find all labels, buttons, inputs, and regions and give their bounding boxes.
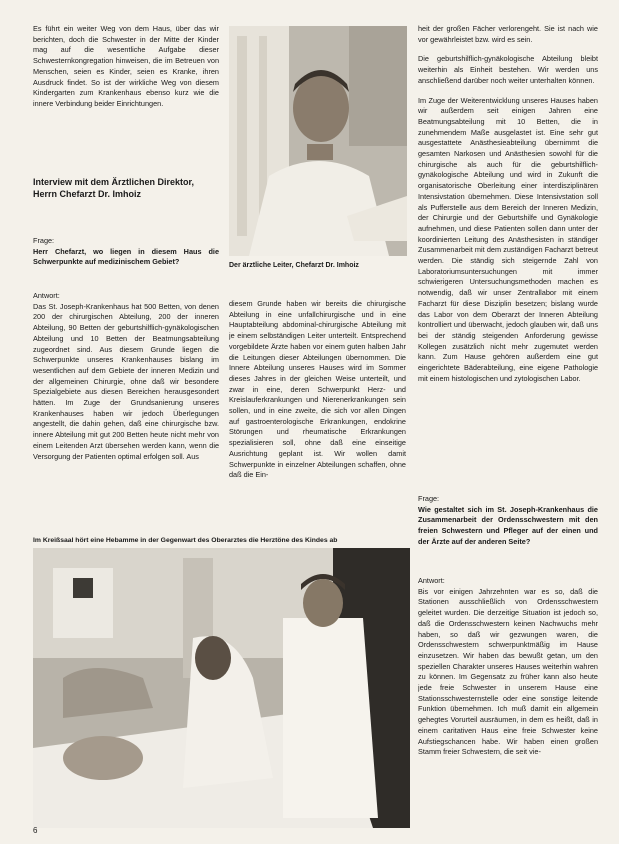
- page-number: 6: [33, 826, 38, 835]
- ward-photo: [33, 548, 410, 828]
- question-2-label: Frage:: [418, 494, 440, 503]
- ward-scene-image: [33, 548, 410, 828]
- answer-1-col1-text: Das St. Joseph-Krankenhaus hat 500 Betten, von denen 200 der chirurgischen Abteilung, 200 der inneren Abteilung, 90 Betten der geburtshilflich-gynäkologischen Abteilung und 10 Betten der Beatmungsabteilung zugeordnet sind. Aus diesem Grunde liegen die Schwerpunkte unseres Krankenhauses bislang im wesentlichen auf dem Gebiete der inneren Medizin und der allgemeinen Chirurgie, ohne daß wir besondere Spezialgebiete aus diesen Bereichen herausgesondert hätten. Im Zuge der Grundsanierung unseres Krankenhauses haben wir jedoch Überlegungen angestellt, die dahin gehen, daß eine chirurgische bzw. innere Abteilung mit gut 200 Betten heute nicht mehr von einem Leitenden Arzt übersehen werden kann, wenn die Versorgung der Patienten optimal erfolgen soll. Aus: [33, 301, 219, 461]
- question-1: [33, 236, 219, 282]
- col3-paragraph-3: Im Zuge der Weiterentwicklung unseres Hauses haben wir außerdem seit einigen Jahren eine Beatmungsabteilung mit 10 Betten, die in zunehmendem Maße ausgelastet ist. Eine sehr gut ausgestattete Anästhesieabteilung übernimmt die gesamten Narkosen und Anästhesien sowohl für die chirurgische als auch für die geburtshilflich-gynäkologische Abteilung und wird in Zukunft die organisatorische Oberleitung einer interdisziplinären Intensivstation übernehmen. Diese Intensivstation soll als Pufferstelle aus dem Bereich der Inneren Medizin, der Chirurgie und der Geburtshilfe und Gynäkologie aufnehmen, und diese Patienten sollen dann unter der koordinierten Leitung des Anästhesisten in ständiger Zusammenarbeit mit dem zuständigen Facharzt betreut werden. Die ständig sich steigernde Zahl von Laboratoriumsuntersuchungen mit immer schwierigeren Untersuchungsmethoden machen es notwendig, daß wir unser Zentrallabor mit einem Facharzt für diese Disziplin besetzen; bislang wurde das Labor von dem Oberarzt der Inneren Abteilung kontrolliert und überwacht, jedoch glauben wir, daß uns bei der ständig steigenden Anforderung gewisse Kollegen zusätzlich nicht mehr zugemutet werden kann. Zum Hause gehören außerdem eine gut eingerichtete Bäderabteilung, eine eigene Pathologie mit einem histologischen und zytologischen Labor.: [418, 95, 598, 383]
- doctor-portrait-photo: [229, 26, 407, 256]
- question-1-text: Herr Chefarzt, wo liegen in diesem Haus die Schwerpunkte auf medizinischem Gebiet?: [33, 246, 219, 267]
- answer-1-col2-text: diesem Grunde haben wir bereits die chirurgische Abteilung in eine unfallchirurgische und in eine Hauptabteilung abdominal-chirurgische Abteilung mit je einem selbständigen Leiter unterteilt. Entsprechend vorgebildete Ärzte haben vor einem guten halben Jahr die Leitungen dieser Abteilungen übernommen. Die Innere Abteilung unseres Hauses wird im Sommer dieses Jahres in der gleichen Weise unterteilt, und zwar in eine, deren Schwerpunkt Herz- und Kreislauferkrankungen und Nierenerkrankungen sein sollen, und in eine zweite, die sich vor allen Dingen auf gastroenterologische Erkrankungen, endokrine Störungen und rheumatische Erkrankungen spezialisieren soll, ohne daß eine einseitige Ausrichtung geplant ist. Wir wollen damit Schwerpunkte in einzelner Abteilungen schaffen, ohne daß die Ein-: [229, 299, 406, 480]
- col3-paragraph-2: Die geburtshilflich-gynäkologische Abteilung bleibt weiterhin als Einheit bestehen. Wir werden uns anschließend darüber noch weiter unterhalten können.: [418, 54, 598, 85]
- answer-2-label: Antwort:: [418, 576, 445, 585]
- intro-paragraph: [33, 24, 219, 142]
- col3-paragraph-1: heit der großen Fächer verlorengeht. Sie ist nach wie vor gewährleistet bzw. wird es sein.: [418, 24, 598, 44]
- ward-photo-caption: Im Kreißsaal hört eine Hebamme in der Gegenwart des Oberarztes die Herztöne des Kindes ab: [33, 537, 338, 544]
- answer-1-column-1: [33, 291, 219, 517]
- column-3-top: [418, 24, 598, 488]
- doctor-photo-caption: Der ärztliche Leiter, Chefarzt Dr. Imhoiz: [229, 262, 359, 269]
- answer-2: [418, 576, 598, 826]
- interview-heading: Interview mit dem Ärztlichen Direktor, Herrn Chefarzt Dr. Imhoiz: [33, 177, 195, 199]
- answer-2-text: Bis vor einigen Jahrzehnten war es so, daß die Stationen ausschließlich von Ordensschwestern geleitet wurden. Die derzeitige Situation ist jedoch so, daß die Ordensschwestern keinen Nachwuchs mehr haben, so daß wir gezwungen waren, die Ordensschwestern schwerpunktmäßig im Hause einzusetzen. Wir haben das bewußt getan, um den speziellen Charakter unseres Hauses weiterhin wahren zu können. Im Gegensatz zu früher kann also heute jede freie Schwester in unserem Hause eine Stationsschwesternstelle oder eine sonstige leitende Funktion übernehmen. Ich muß damit ein allgemein gehegtes Vorurteil ausräumen, in dem es heißt, daß in einem caritativen Haus eine freie Schwester keine Aufstiegschancen habe. Wir haben einen großen Stamm freier Schwestern, die seit vie-: [418, 586, 598, 757]
- question-2-text: Wie gestaltet sich im St. Joseph-Krankenhaus die Zusammenarbeit der Ordensschwestern mit den freien Schwestern und Pfleger auf der einen und der Ärzte auf der anderen Seite?: [418, 504, 598, 546]
- question-2: [418, 494, 598, 574]
- answer-1-label: Antwort:: [33, 291, 60, 300]
- doctor-portrait-image: [229, 26, 407, 256]
- question-1-label: Frage:: [33, 236, 55, 245]
- intro-text: Es führt ein weiter Weg von dem Haus, über das wir berichten, doch die Schwester in der Mitte der Kinder mag auf die wesentliche Aufgabe dieser Schwesternkongregation hinweisen, die im Betreuen von Menschen, seien es Kinder, seien es Kranke, ihren Ausdruck findet. So ist der wirkliche Weg von diesem Kindergarten zum Krankenhaus ebenso kurz wie die innere Verbindung beider Einrichtungen.: [33, 24, 219, 108]
- answer-1-column-2: [229, 299, 406, 517]
